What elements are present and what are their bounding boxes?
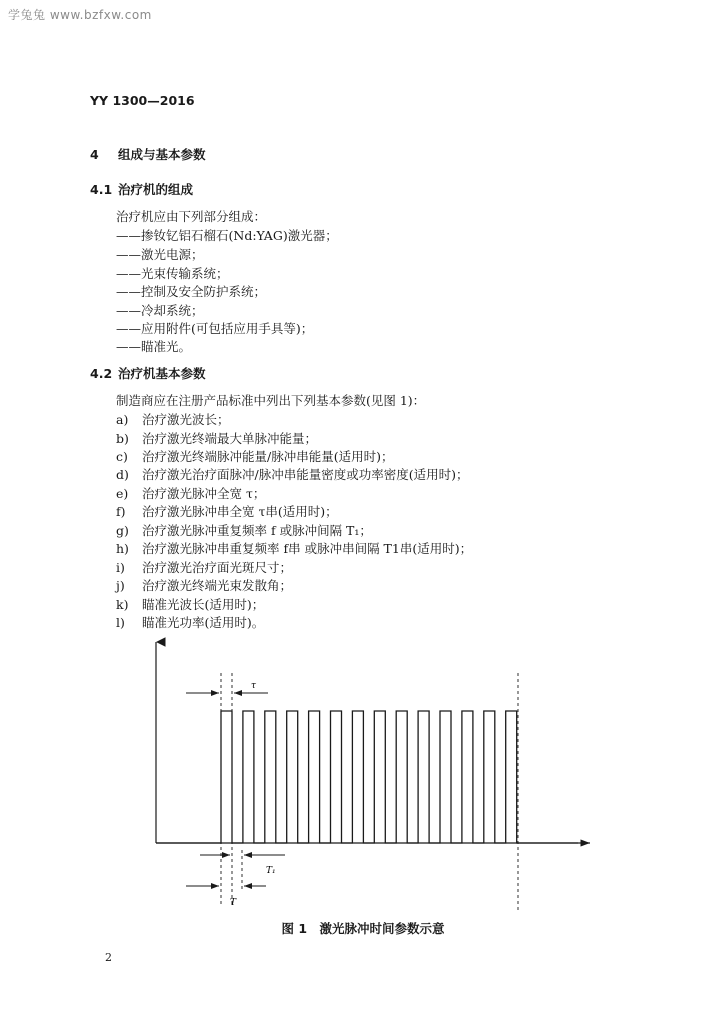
section-number: 4.1 — [90, 182, 113, 197]
item-text: 瞄准光波长(适用时)； — [142, 597, 265, 612]
section-number: 4.2 — [90, 366, 113, 381]
list-item: ——冷却系统； — [116, 303, 204, 318]
item-text: 治疗激光脉冲串重复频率 f串 或脉冲串间隔 T1串(适用时)； — [142, 541, 473, 556]
item-text: 治疗激光终端最大单脉冲能量； — [142, 431, 318, 446]
item-text: 治疗激光脉冲串全宽 τ串(适用时)； — [142, 504, 338, 519]
section-number: 4 — [90, 147, 99, 162]
item-label: j) — [116, 578, 125, 593]
item-label: b) — [116, 431, 129, 446]
item-text: 瞄准光功率(适用时)。 — [142, 615, 265, 630]
t-label: T — [230, 898, 237, 908]
item-label: d) — [116, 467, 129, 482]
section-4-1-intro: 治疗机应由下列部分组成： — [116, 209, 267, 224]
list-item: ——掺钕钇铝石榴石(Nd:YAG)激光器； — [116, 228, 338, 243]
page-number: 2 — [105, 951, 112, 964]
item-label: c) — [116, 449, 128, 464]
tau-label: τ — [251, 681, 256, 691]
item-label: h) — [116, 541, 129, 556]
figure-caption: 图 1 激光脉冲时间参数示意 — [281, 921, 445, 936]
item-label: a) — [116, 412, 129, 427]
section-title: 治疗机基本参数 — [118, 366, 206, 381]
list-item: ——瞄准光。 — [116, 339, 192, 354]
list-item: ——应用附件(可包括应用手具等)； — [116, 321, 314, 336]
list-item: ——光束传输系统； — [116, 266, 229, 281]
item-label: k) — [116, 597, 129, 612]
list-item: ——控制及安全防护系统； — [116, 284, 267, 299]
item-label: f) — [116, 504, 126, 519]
item-text: 治疗激光波长； — [142, 412, 230, 427]
item-text: 治疗激光治疗面脉冲/脉冲串能量密度或功率密度(适用时)； — [142, 467, 469, 482]
item-label: g) — [116, 523, 129, 538]
pulse-train — [156, 711, 578, 843]
section-title: 治疗机的组成 — [118, 182, 194, 197]
list-item: ——激光电源； — [116, 247, 204, 262]
item-text: 治疗激光治疗面光斑尺寸； — [142, 560, 293, 575]
item-label: e) — [116, 486, 129, 501]
item-text: 治疗激光脉冲重复频率 f 或脉冲间隔 T₁； — [142, 523, 372, 538]
item-text: 治疗激光终端光束发散角； — [142, 578, 293, 593]
section-4-2-intro: 制造商应在注册产品标准中列出下列基本参数(见图 1)： — [116, 393, 426, 408]
item-text: 治疗激光脉冲全宽 τ； — [142, 486, 266, 501]
item-label: i) — [116, 560, 125, 575]
item-label: l) — [116, 615, 125, 630]
t1-label: T₁ — [266, 866, 276, 876]
item-text: 治疗激光终端脉冲能量/脉冲串能量(适用时)； — [142, 449, 394, 464]
standard-code: YY 1300—2016 — [90, 93, 195, 108]
section-title: 组成与基本参数 — [118, 147, 206, 162]
watermark: 学兔兔 www.bzfxw.com — [8, 8, 152, 22]
